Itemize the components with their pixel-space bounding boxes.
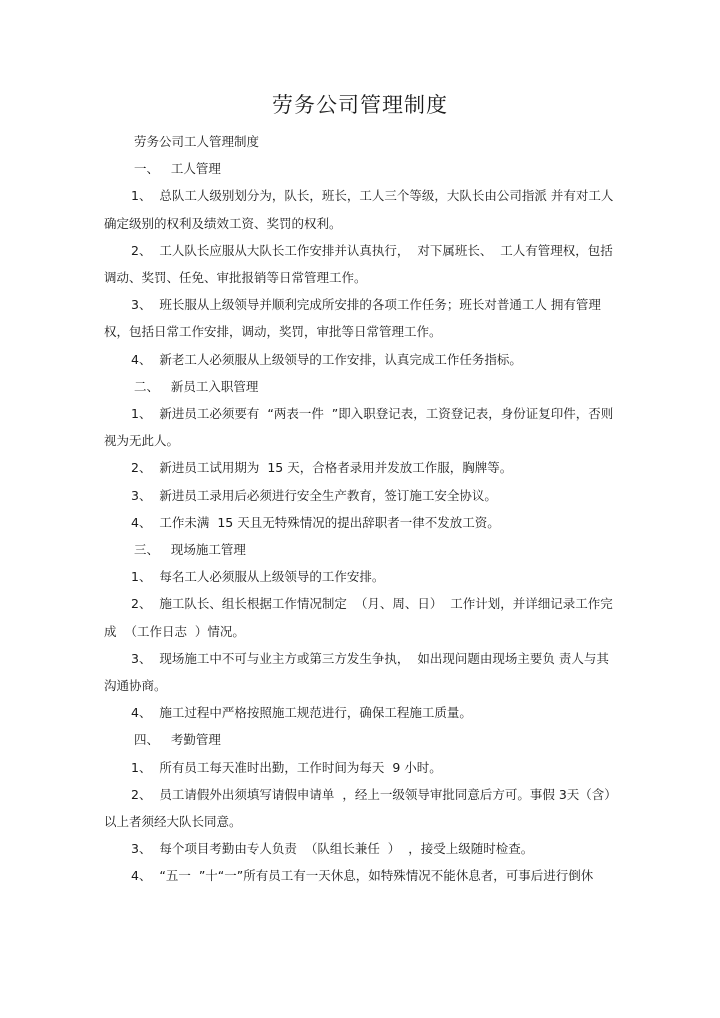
document-subtitle: 劳务公司工人管理制度	[134, 134, 260, 149]
section-4-item-3: 3、 每个项目考勤由专人负责 （队组长兼任 ） ，接受上级随时检查。	[131, 841, 534, 857]
section-1-item-4: 4、 新老工人必须服从上级领导的工作安排，认真完成工作任务指标。	[131, 351, 522, 367]
section-heading-2: 二、 新员工入职管理	[134, 378, 259, 394]
section-3-item-3: 3、 现场施工中不可与业主方或第三方发生争执， 如出现问题由现场主要负 责人与其沟通协商。	[104, 650, 609, 694]
section-2-item-1: 1、 新进员工必须要有 “两表一件 ”即入职登记表，工资登记表，身份证复印件，否则视为无此人。	[104, 406, 614, 449]
section-3-item-1: 1、 每名工人必须服从上级领导的工作安排。	[131, 569, 385, 585]
section-4-item-4: 4、 “五一 ”十“一”所有员工有一天休息，如特殊情况不能休息者，可事后进行倒休	[131, 868, 594, 884]
section-2-item-4: 4、 工作未满 15 天且无特殊情况的提出辞职者一律不发放工资。	[131, 514, 500, 530]
section-1-item-1: 1、 总队工人级别划分为，队长，班长，工人三个等级，大队长由公司指派 并有对工人确定级别的权利及绩效工资、奖罚的权利。	[104, 188, 614, 231]
section-heading-4: 四、 考勤管理	[134, 732, 221, 748]
section-2-item-3: 3、 新进员工录用后必须进行安全生产教育，签订施工安全协议。	[131, 487, 497, 503]
section-heading-3: 三、 现场施工管理	[134, 542, 246, 558]
section-2-item-2: 2、 新进员工试用期为 15 天，合格者录用并发放工作服，胸牌等。	[131, 460, 513, 476]
section-1-item-2: 2、 工人队长应服从大队长工作安排并认真执行， 对下属班长、 工人有管理权，包括调动、奖罚、任免、审批报销等日常管理工作。	[104, 242, 613, 286]
document-title: 劳务公司管理制度	[272, 93, 448, 117]
section-1-item-3: 3、 班长服从上级领导并顺利完成所安排的各项工作任务；班长对普通工人 拥有管理权，包括日常工作安排，调动，奖罚，审批等日常管理工作。	[104, 297, 601, 340]
section-4-item-2: 2、 员工请假外出须填写请假申请单 ，经上一级领导审批同意后方可。事假 3天（含）以上者须经大队长同意。	[104, 786, 611, 830]
section-3-item-2: 2、 施工队长、组长根据工作情况制定 （月、周、日） 工作计划，并详细记录工作完成 （工作日志 ）情况。	[104, 596, 613, 639]
section-4-item-1: 1、 所有员工每天准时出勤，工作时间为每天 9 小时。	[131, 759, 442, 775]
section-3-item-4: 4、 施工过程中严格按照施工规范进行，确保工程施工质量。	[131, 705, 472, 721]
document-body	[104, 128, 616, 890]
section-heading-1: 一、 工人管理	[134, 161, 221, 177]
